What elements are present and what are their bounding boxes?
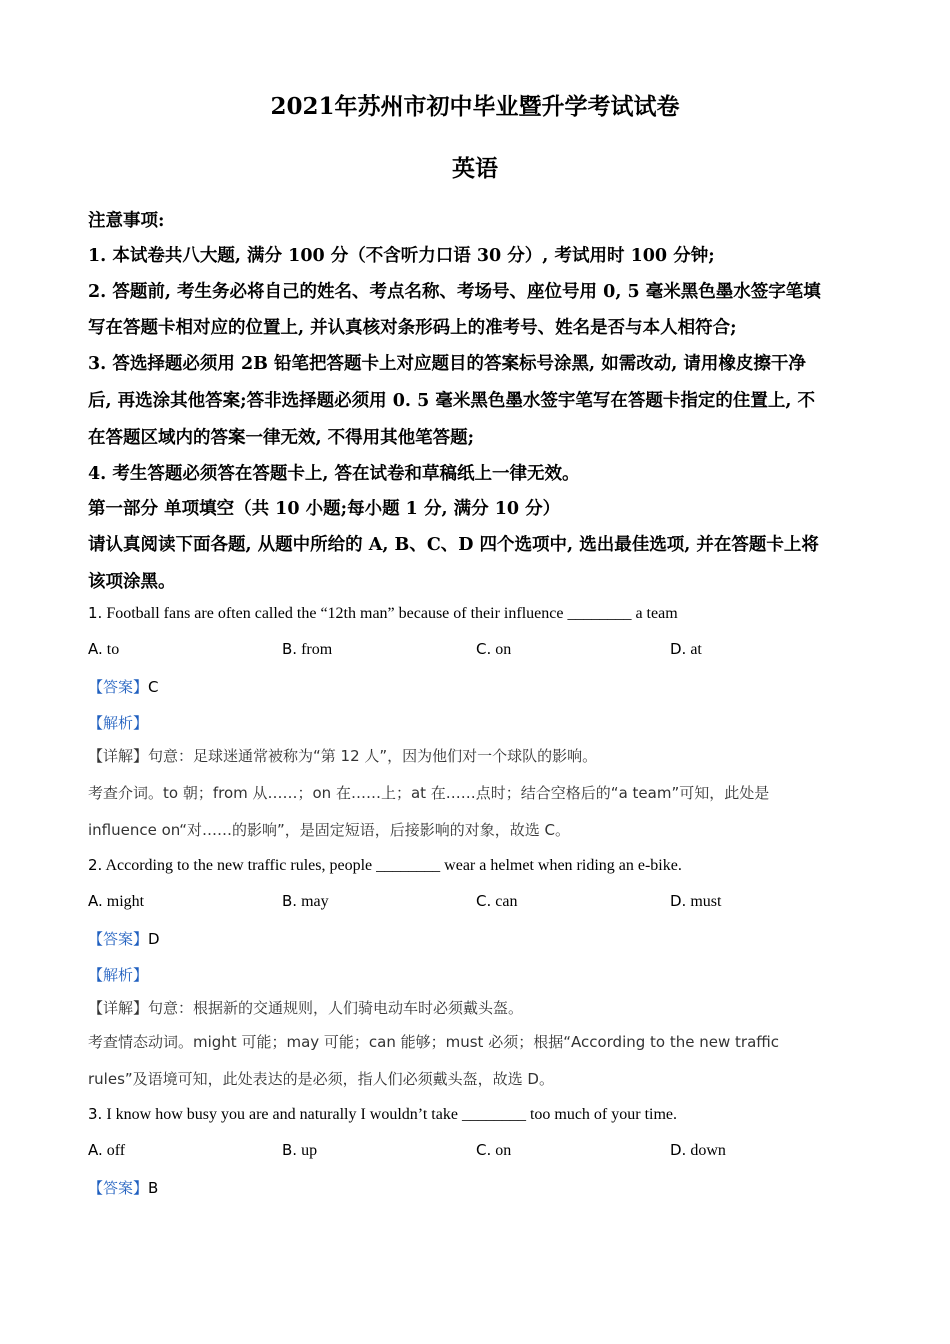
option-text: on — [495, 1142, 512, 1159]
option-letter: B. — [282, 892, 298, 910]
option-d[interactable] — [670, 640, 702, 659]
answer-tag: 【答案】 — [88, 930, 149, 948]
option-text: up — [301, 1142, 318, 1159]
notice-item: 4. 考生答题必须答在答题卡上, 答在试卷和草稿纸上一律无效。 — [88, 464, 580, 484]
option-text: down — [690, 1142, 726, 1159]
explanation-line: influence on“对……的影响”，是固定短语，后接影响的对象，故选 C。 — [88, 821, 570, 839]
detail-tag: 【详解】 — [88, 747, 149, 765]
option-letter: C. — [476, 1141, 492, 1159]
option-text: at — [690, 641, 702, 658]
option-text: might — [106, 893, 145, 910]
answer-tag: 【答案】 — [88, 1179, 149, 1197]
answer-value: C — [148, 678, 159, 696]
option-a[interactable] — [88, 892, 144, 911]
detail-text: 句意：足球迷通常被称为“第 12 人”，因为他们对一个球队的影响。 — [148, 747, 598, 765]
analysis-line — [88, 964, 863, 985]
option-b[interactable] — [282, 892, 329, 911]
option-letter: A. — [88, 1141, 103, 1159]
answer-line — [88, 1177, 863, 1198]
question-3 — [88, 1105, 863, 1124]
explanation-line: 考查情态动词。might 可能；may 可能；can 能够；must 必须；根据“According to the new traffic — [88, 1033, 780, 1051]
option-text: can — [495, 893, 518, 910]
answer-value: D — [148, 930, 160, 948]
option-c[interactable] — [476, 1141, 511, 1160]
option-text: may — [301, 893, 329, 910]
option-text: off — [106, 1142, 126, 1159]
question-number: 3. — [88, 1105, 103, 1123]
exam-title: 2021年苏州市初中毕业暨升学考试试卷 — [270, 93, 680, 120]
notice-item: 后, 再选涂其他答案;答非选择题必须用 0. 5 毫米黑色墨水签宇笔写在答题卡指定的住置上, 不 — [88, 391, 816, 411]
analysis-tag: 【解析】 — [88, 714, 149, 732]
option-b[interactable] — [282, 1141, 317, 1160]
option-letter: B. — [282, 1141, 298, 1159]
question-number: 1. — [88, 604, 103, 622]
notice-heading: 注意事项: — [88, 211, 165, 231]
question-2 — [88, 856, 863, 875]
notice-item: 在答题区域内的答案一律无效, 不得用其他笔答题; — [88, 428, 475, 448]
question-1 — [88, 604, 863, 623]
subject-title: 英语 — [452, 155, 498, 182]
question-text: Football fans are often called the “12th man” because of their influence ________ a team — [106, 605, 678, 622]
option-b[interactable] — [282, 640, 332, 659]
section-heading: 第一部分 单项填空（共 10 小题;每小题 1 分, 满分 10 分） — [88, 499, 561, 519]
option-c[interactable] — [476, 640, 511, 659]
option-d[interactable] — [670, 892, 721, 911]
section-instruction: 请认真阅读下面各题, 从题中所给的 A, B、C、D 四个选项中, 选出最佳选项, 并在答题卡上将 — [88, 535, 819, 555]
option-a[interactable] — [88, 640, 119, 659]
answer-value: B — [148, 1179, 159, 1197]
detail-tag: 【详解】 — [88, 999, 149, 1017]
analysis-line — [88, 712, 863, 733]
option-a[interactable] — [88, 1141, 125, 1160]
option-text: from — [301, 641, 333, 658]
notice-item: 2. 答题前, 考生务必将自己的姓名、考点名称、考场号、座位号用 0, 5 毫米黑色墨水签字笔填 — [88, 282, 821, 302]
option-letter: D. — [670, 892, 687, 910]
analysis-tag: 【解析】 — [88, 966, 149, 984]
question-number: 2. — [88, 856, 103, 874]
detail-line — [88, 997, 863, 1018]
option-text: on — [495, 641, 512, 658]
option-letter: A. — [88, 892, 103, 910]
option-text: to — [106, 641, 120, 658]
option-letter: D. — [670, 1141, 687, 1159]
option-letter: C. — [476, 892, 492, 910]
detail-text: 句意：根据新的交通规则，人们骑电动车时必须戴头盔。 — [148, 999, 524, 1017]
option-text: must — [690, 893, 722, 910]
explanation-line: 考查介词。to 朝；from 从……；on 在……上；at 在……点时；结合空格后的“a team”可知，此处是 — [88, 784, 770, 802]
explanation-line: rules”及语境可知，此处表达的是必须，指人们必须戴头盔，故选 D。 — [88, 1070, 554, 1088]
question-text: I know how busy you are and naturally I wouldn’t take ________ too much of your time. — [106, 1106, 678, 1123]
option-letter: B. — [282, 640, 298, 658]
question-text: According to the new traffic rules, people ________ wear a helmet when riding an e-bike. — [105, 857, 682, 874]
option-c[interactable] — [476, 892, 517, 911]
notice-item: 3. 答选择题必须用 2B 铅笔把答题卡上对应题目的答案标号涂黑, 如需改动, 请用橡皮擦干净 — [88, 354, 806, 374]
section-instruction: 该项涂黑。 — [88, 572, 176, 592]
option-d[interactable] — [670, 1141, 726, 1160]
answer-tag: 【答案】 — [88, 678, 149, 696]
answer-line — [88, 928, 863, 949]
option-letter: D. — [670, 640, 687, 658]
answer-line — [88, 676, 863, 697]
notice-item: 写在答题卡相对应的位置上, 并认真核对条形码上的准考号、姓名是否与本人相符合; — [88, 318, 737, 338]
detail-line — [88, 745, 863, 766]
notice-item: 1. 本试卷共八大题, 满分 100 分（不含听力口语 30 分）, 考试用时 100 分钟; — [88, 246, 715, 266]
option-letter: A. — [88, 640, 103, 658]
option-letter: C. — [476, 640, 492, 658]
